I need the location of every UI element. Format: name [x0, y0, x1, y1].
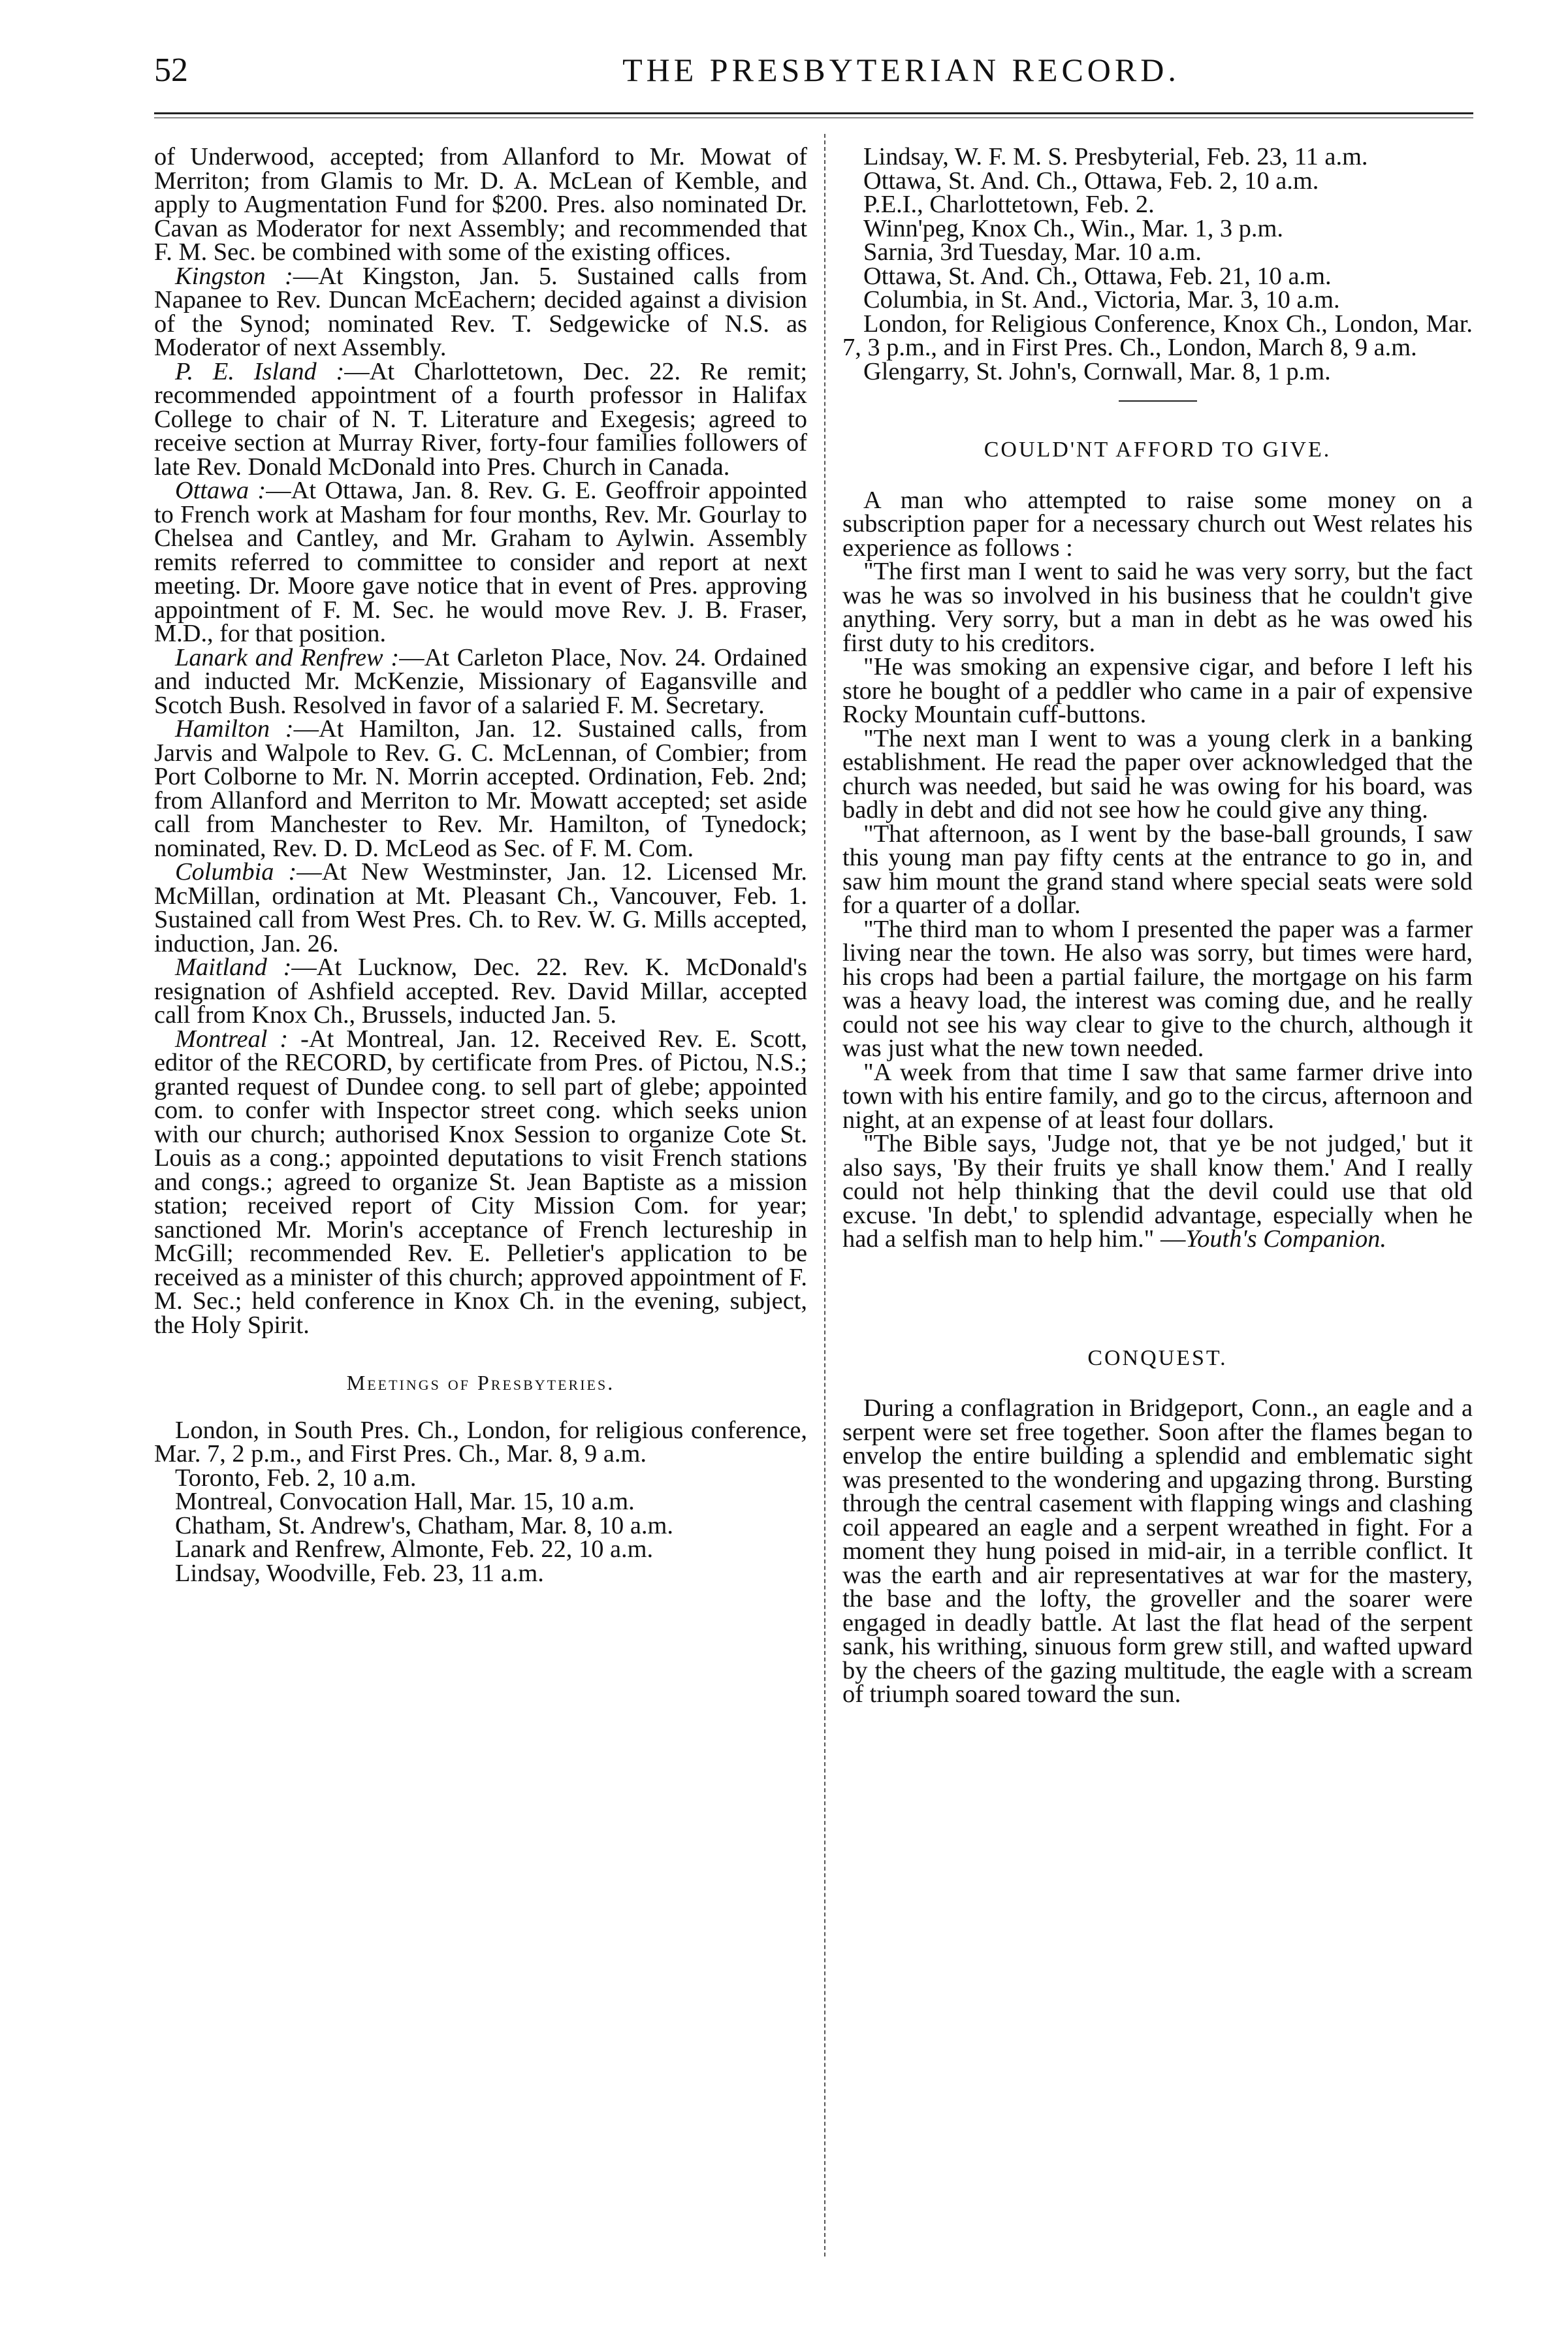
presbytery-name: Columbia : [175, 858, 297, 886]
meeting-item: Ottawa, St. And. Ch., Ottawa, Feb. 2, 10 a.m. [863, 167, 1319, 195]
presbytery-name: Ottawa : [175, 477, 266, 504]
meeting-item: Glengarry, St. John's, Cornwall, Mar. 8, 1 p.m. [863, 357, 1331, 385]
presbytery-name: Maitland : [175, 954, 292, 981]
left-column [154, 145, 807, 1585]
presbytery-name: Kingston : [175, 262, 293, 290]
presbytery-text: —At New Westminster, Jan. 12. Licensed Mr. McMillan, ordination at Mt. Pleasant Ch., Vancouver, Feb. 1. Sustained call from West Pres. Ch. to Rev. W. G. Mills accepted, induction, Jan. 26. [154, 858, 807, 957]
article-paragraph: "The third man to whom I presented the paper was a farmer living near the town. He also was sorry, but times were hard, his crops had been a partial failure, the mortgage on his farm was a heavy load, the interest was coming due, and he really could not see his way clear to give to the church, although it was just what the new town needed. [842, 915, 1473, 1062]
article-paragraph: "The first man I went to said he was very sorry, but the fact was he was so involved in his business that he couldn't give anything. Very sorry, but a man in debt as he was owed his first duty to his creditors. [842, 558, 1473, 657]
article-paragraph: A man who attempted to raise some money on a subscription paper for a necessary church out West relates his experience as follows : [842, 486, 1473, 562]
article-paragraph: "The next man I went to was a young clerk in a banking establishment. He read the paper over acknowledged that the church was needed, but said he was owing for his board, was badly in debt and did not see how he could give any thing. [842, 724, 1473, 824]
meeting-item: Lindsay, W. F. M. S. Presbyterial, Feb. 23, 11 a.m. [863, 143, 1368, 170]
meeting-item: P.E.I., Charlottetown, Feb. 2. [863, 191, 1155, 218]
presbytery-entry [154, 1027, 807, 1338]
right-column [842, 145, 1473, 1707]
presbytery-entry [154, 717, 807, 860]
presbytery-name: Hamilton : [175, 715, 294, 743]
article-paragraph: "He was smoking an expensive cigar, and before I left his store he bought of a peddler who came in a pair of expensive Rocky Mountain cuff-buttons. [842, 653, 1473, 728]
meeting-item: Lanark and Renfrew, Almonte, Feb. 22, 10 a.m. [175, 1535, 654, 1563]
meeting-item: Sarnia, 3rd Tuesday, Mar. 10 a.m. [863, 238, 1202, 266]
meeting-item: Ottawa, St. And. Ch., Ottawa, Feb. 21, 10 a.m. [863, 262, 1332, 290]
presbytery-entry [154, 262, 807, 361]
article-heading: CONQUEST. [1087, 1345, 1228, 1370]
meeting-item: Montreal, Convocation Hall, Mar. 15, 10 a.m. [175, 1488, 635, 1515]
presbytery-text: —At Kingston, Jan. 5. Sustained calls from Napanee to Rev. Duncan McEachern; decided against a division of the Synod; nominated Rev. T. Sedgewicke of N.S. as Moderator of next Assembly. [154, 262, 807, 361]
section-divider [1119, 400, 1197, 402]
meeting-item: Toronto, Feb. 2, 10 a.m. [175, 1464, 417, 1492]
spacer [842, 1251, 1473, 1310]
meeting-item: Winn'peg, Knox Ch., Win., Mar. 1, 3 p.m. [863, 214, 1283, 242]
article-paragraph: "The Bible says, 'Judge not, that ye be not judged,' but it also says, 'By their fruits ye shall know them.' And I really could not help thinking that the devil could use that old excuse. 'In debt,' to splendid advantage, especially when he had a selfish man to help him." —Youth's Companion. [842, 1130, 1473, 1253]
meeting-item: Columbia, in St. And., Victoria, Mar. 3, 10 a.m. [863, 286, 1340, 313]
article-heading: COULD'NT AFFORD TO GIVE. [984, 438, 1332, 462]
presbytery-text: —At Hamilton, Jan. 12. Sustained calls, from Jarvis and Walpole to Rev. G. C. McLennan, of Combier; from Port Colborne to Mr. N. Morrin accepted. Ordination, Feb. 2nd; from Allanford and Merriton to Mr. Mowatt accepted; set aside call from Manchester to Rev. Mr. Hamilton, of Tynedock; nominated, Rev. D. D. McLeod as Sec. of F. M. Com. [154, 715, 807, 862]
article-paragraph: "A week from that time I saw that same farmer drive into town with his entire family, and go to the circus, afternoon and night, at an expense of at least four dollars. [842, 1058, 1473, 1134]
article-paragraph: "That afternoon, as I went by the base-ball grounds, I saw this young man pay fifty cents at the entrance to go in, and saw him mount the grand stand where special seats were sold for a quarter of a dollar. [842, 820, 1473, 919]
page-number: 52 [154, 52, 188, 89]
meeting-item: Chatham, St. Andrew's, Chatham, Mar. 8, 10 a.m. [175, 1511, 673, 1539]
presbytery-name: Montreal : [175, 1025, 289, 1053]
presbytery-text: —At Ottawa, Jan. 8. Rev. G. E. Geoffroir appointed to French work at Masham for four months, Rev. Mr. Gourlay to Chelsea and Cantley, and Mr. Graham to Aylwin. Assembly remits referred to committee to consider and report at next meeting. Dr. Moore gave notice that in event of Pres. approving appointment of F. M. Sec. he would move Rev. J. B. Fraser, M.D., for that position. [154, 477, 807, 647]
presbytery-text: -At Montreal, Jan. 12. Received Rev. E. Scott, editor of the RECORD, by certificate from Pres. of Pictou, N.S.; granted request of Dundee cong. to sell part of glebe; appointed com. to confer with Inspector street cong. which seeks union with our church; authorised Knox Session to organize Cote St. Louis as a cong.; appointed deputations to visit French stations and congs.; agreed to organize St. Jean Baptiste as a mission station; received report of City Mission Com. for year; sanctioned Mr. Morin's acceptance of French lectureship in McGill; recommended Rev. E. Pelletier's application to be received as a minister of this church; approved appointment of F. M. Sec.; held conference in Knox Ch. in the evening, subject, the Holy Spirit. [154, 1025, 807, 1339]
article-paragraph: During a conflagration in Bridgeport, Conn., an eagle and a serpent were set free together. Soon after the flames began to envelop the entire building a splendid and emblematic sight was presented to the wondering and upgazing throng. Bursting through the central casement with flapping wings and clashing coil appeared an eagle and a serpent wreathed in fight. For a moment they hung poised in mid-air, in a terrible conflict. It was the earth and air representatives at war for the mastery, the base and the lofty, the groveller and the soarer were engaged in deadly battle. At last the flat head of the serpent sank, his writhing, sinuous form grew still, and wafted upward by the cheers of the gazing multitude, the eagle with a scream of triumph soared toward the sun. [842, 1394, 1473, 1708]
presbytery-entry [154, 955, 807, 1027]
presbytery-name: Lanark and Renfrew : [175, 643, 400, 671]
presbytery-entry [154, 643, 807, 719]
presbytery-name: P. E. Island : [175, 357, 345, 385]
presbytery-text: —At Lucknow, Dec. 22. Rev. K. McDonald's resignation of Ashfield accepted. Rev. David Millar, accepted call from Knox Ch., Brussels, inducted Jan. 5. [154, 954, 807, 1029]
meetings-heading: Meetings of Presbyteries. [346, 1371, 615, 1394]
presbytery-text: —At Charlottetown, Dec. 22. Re remit; recommended appointment of a fourth professor in Halifax College to chair of N. T. Literature and Exegesis; agreed to receive section at Murray River, forty-four families followers of late Rev. Donald McDonald into Pres. Church in Canada. [154, 357, 808, 481]
meeting-item: Lindsay, Woodville, Feb. 23, 11 a.m. [175, 1559, 544, 1587]
presbytery-text: —At Carleton Place, Nov. 24. Ordained and inducted Mr. McKenzie, Missionary of Eagansville and Scotch Bush. Resolved in favor of a salaried F. M. Secretary. [154, 643, 807, 719]
meeting-item: London, in South Pres. Ch., London, for religious conference, Mar. 7, 2 p.m., and First Pres. Ch., Mar. 8, 9 a.m. [154, 1416, 807, 1468]
meeting-item: London, for Religious Conference, Knox Ch., London, Mar. 7, 3 p.m., and in First Pres. Ch., London, March 8, 9 a.m. [842, 310, 1473, 361]
article-source: Youth's Companion. [1185, 1225, 1386, 1253]
presbytery-entry [154, 860, 807, 955]
presbytery-entry [154, 357, 808, 481]
running-title: THE PRESBYTERIAN RECORD. [622, 52, 1180, 88]
header-rule [154, 112, 1473, 118]
presbytery-entry [154, 479, 807, 646]
intro-paragraph: of Underwood, accepted; from Allanford to Mr. Mowat of Merriton; from Glamis to Mr. D. A. McLean of Kemble, and apply to Augmentation Fund for $200. Pres. also nominated Dr. Cavan as Moderator for next Assembly; and recommended that F. M. Sec. be combined with some of the existing offices. [154, 143, 807, 266]
column-divider [824, 134, 825, 2256]
article-paragraph-text: "The Bible says, 'Judge not, that ye be not judged,' but it also says, 'By their fruits ye shall know them.' And I really could not help thinking that the devil could use that old excuse. 'In debt,' to splendid advantage, especially when he had a selfish man to help him." [842, 1130, 1473, 1253]
